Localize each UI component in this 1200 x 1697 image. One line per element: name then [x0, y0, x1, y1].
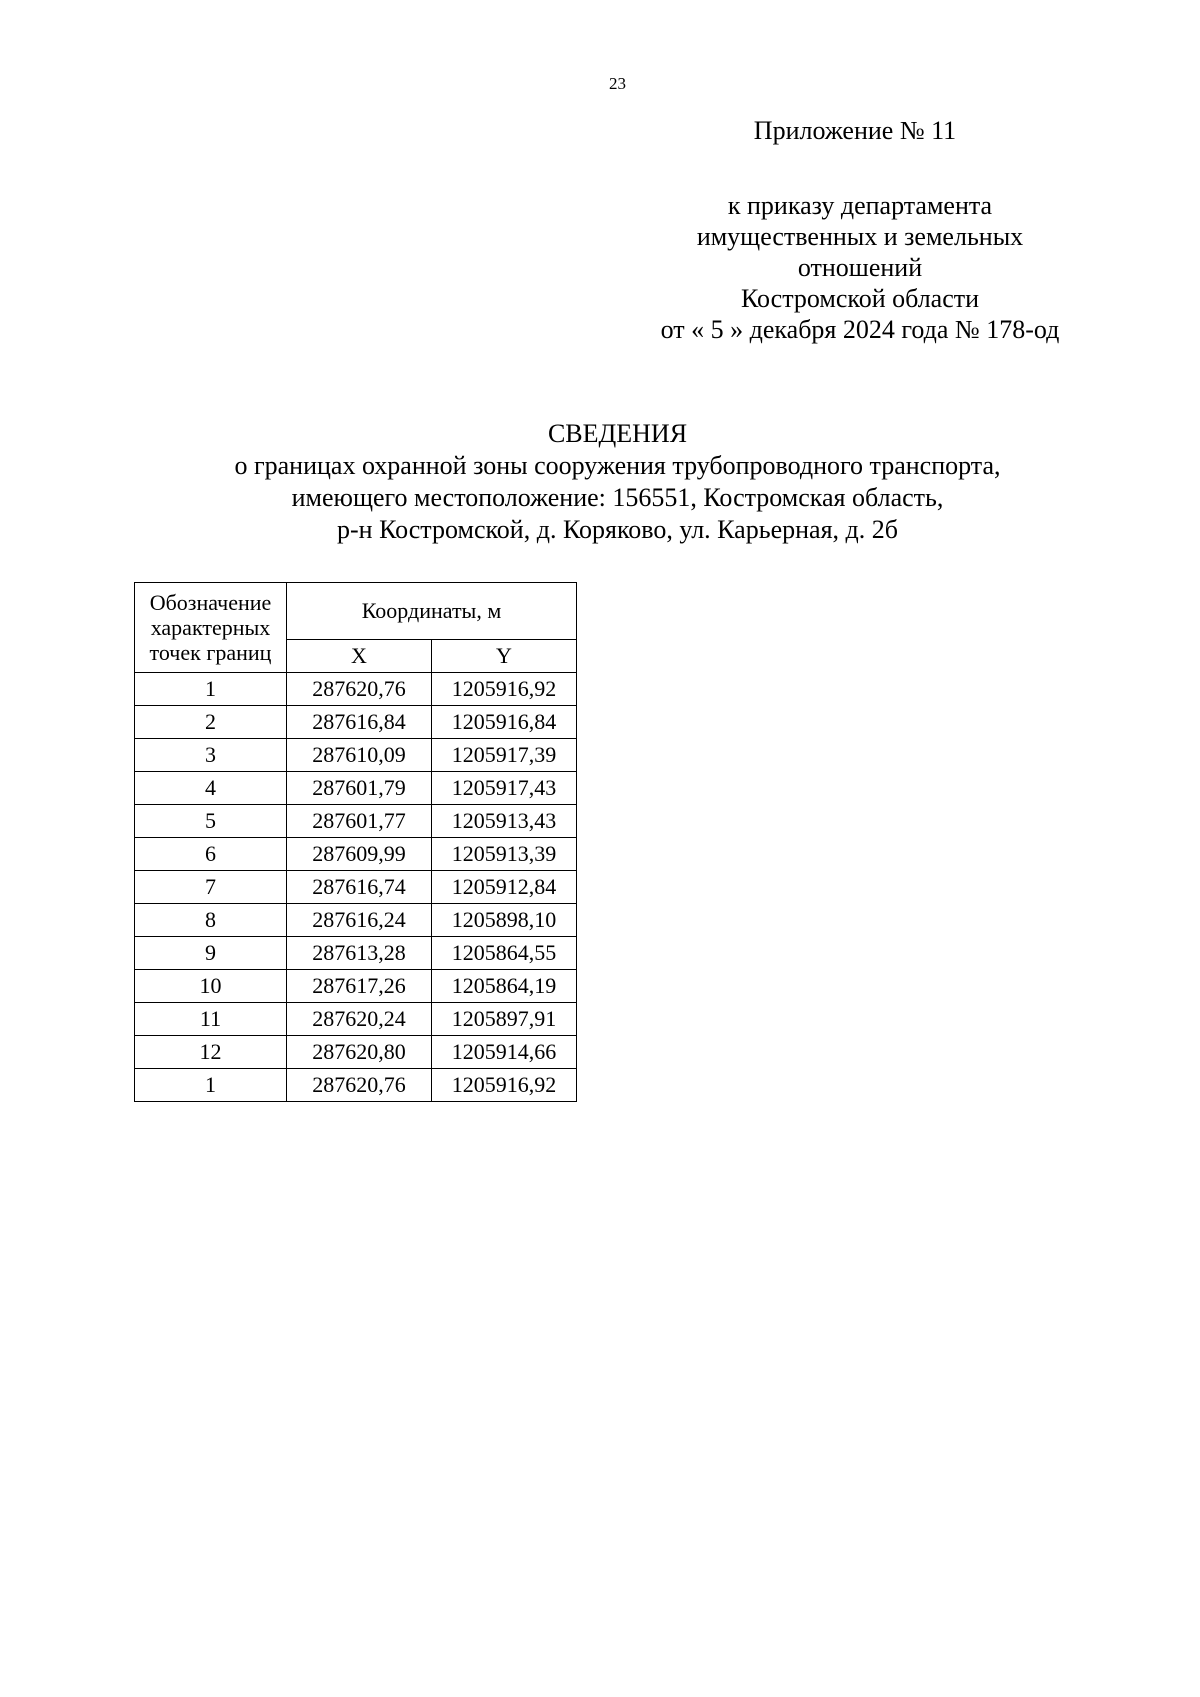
cell-point: 12 — [135, 1036, 287, 1069]
cell-point: 1 — [135, 673, 287, 706]
cell-y: 1205913,43 — [432, 805, 577, 838]
cell-y: 1205917,39 — [432, 739, 577, 772]
table-row — [135, 1036, 577, 1069]
header-point-line: характерных — [150, 615, 271, 640]
table-row — [135, 838, 577, 871]
cell-y: 1205914,66 — [432, 1036, 577, 1069]
cell-x: 287610,09 — [287, 739, 432, 772]
header-coordinates: Координаты, м — [287, 583, 577, 640]
cell-x: 287617,26 — [287, 970, 432, 1003]
header-x: X — [287, 640, 432, 673]
table-row — [135, 937, 577, 970]
cell-point: 5 — [135, 805, 287, 838]
cell-y: 1205912,84 — [432, 871, 577, 904]
page-number: 23 — [609, 74, 626, 93]
cell-x: 287601,79 — [287, 772, 432, 805]
cell-x: 287620,24 — [287, 1003, 432, 1036]
cell-point: 4 — [135, 772, 287, 805]
header-point-designation — [135, 583, 287, 673]
table-row — [135, 673, 577, 706]
cell-x: 287620,76 — [287, 673, 432, 706]
cell-x: 287609,99 — [287, 838, 432, 871]
cell-y: 1205864,55 — [432, 937, 577, 970]
cell-y: 1205916,84 — [432, 706, 577, 739]
appendix-title: Приложение № 11 — [753, 116, 957, 145]
cell-point: 10 — [135, 970, 287, 1003]
cell-x: 287601,77 — [287, 805, 432, 838]
header-point-line: точек границ — [149, 640, 272, 665]
order-reference — [620, 190, 1100, 345]
cell-y: 1205917,43 — [432, 772, 577, 805]
table-row — [135, 739, 577, 772]
table-row — [135, 1069, 577, 1102]
cell-x: 287616,84 — [287, 706, 432, 739]
cell-point: 9 — [135, 937, 287, 970]
table-row — [135, 805, 577, 838]
cell-x: 287620,76 — [287, 1069, 432, 1102]
table-row — [135, 706, 577, 739]
table-row — [135, 1003, 577, 1036]
order-line: к приказу департамента — [727, 191, 993, 220]
table-row — [135, 970, 577, 1003]
order-line: имущественных и земельных — [696, 222, 1024, 251]
cell-point: 1 — [135, 1069, 287, 1102]
cell-point: 6 — [135, 838, 287, 871]
table-row — [135, 904, 577, 937]
cell-point: 2 — [135, 706, 287, 739]
order-line: отношений — [797, 253, 923, 282]
cell-y: 1205864,19 — [432, 970, 577, 1003]
cell-x: 287620,80 — [287, 1036, 432, 1069]
heading-line: имеющего местоположение: 156551, Костромская область, — [291, 483, 944, 512]
cell-point: 3 — [135, 739, 287, 772]
cell-y: 1205898,10 — [432, 904, 577, 937]
heading-line: р-н Костромской, д. Коряково, ул. Карьерная, д. 2б — [337, 515, 898, 544]
cell-y: 1205913,39 — [432, 838, 577, 871]
cell-point: 7 — [135, 871, 287, 904]
table-row — [135, 871, 577, 904]
table-row — [135, 772, 577, 805]
cell-point: 8 — [135, 904, 287, 937]
cell-y: 1205916,92 — [432, 1069, 577, 1102]
coordinates-table — [134, 582, 577, 1102]
cell-x: 287616,74 — [287, 871, 432, 904]
order-line: Костромской области — [740, 284, 980, 313]
document-heading — [0, 418, 1200, 546]
header-point-line: Обозначение — [149, 590, 272, 615]
heading-line: о границах охранной зоны сооружения трубопроводного транспорта, — [234, 451, 1001, 480]
cell-point: 11 — [135, 1003, 287, 1036]
cell-x: 287613,28 — [287, 937, 432, 970]
order-line: от « 5 » декабря 2024 года № 178-од — [660, 315, 1060, 344]
header-y: Y — [432, 640, 577, 673]
cell-y: 1205916,92 — [432, 673, 577, 706]
cell-y: 1205897,91 — [432, 1003, 577, 1036]
heading-title: СВЕДЕНИЯ — [547, 419, 688, 448]
cell-x: 287616,24 — [287, 904, 432, 937]
table-header-row — [135, 583, 577, 640]
